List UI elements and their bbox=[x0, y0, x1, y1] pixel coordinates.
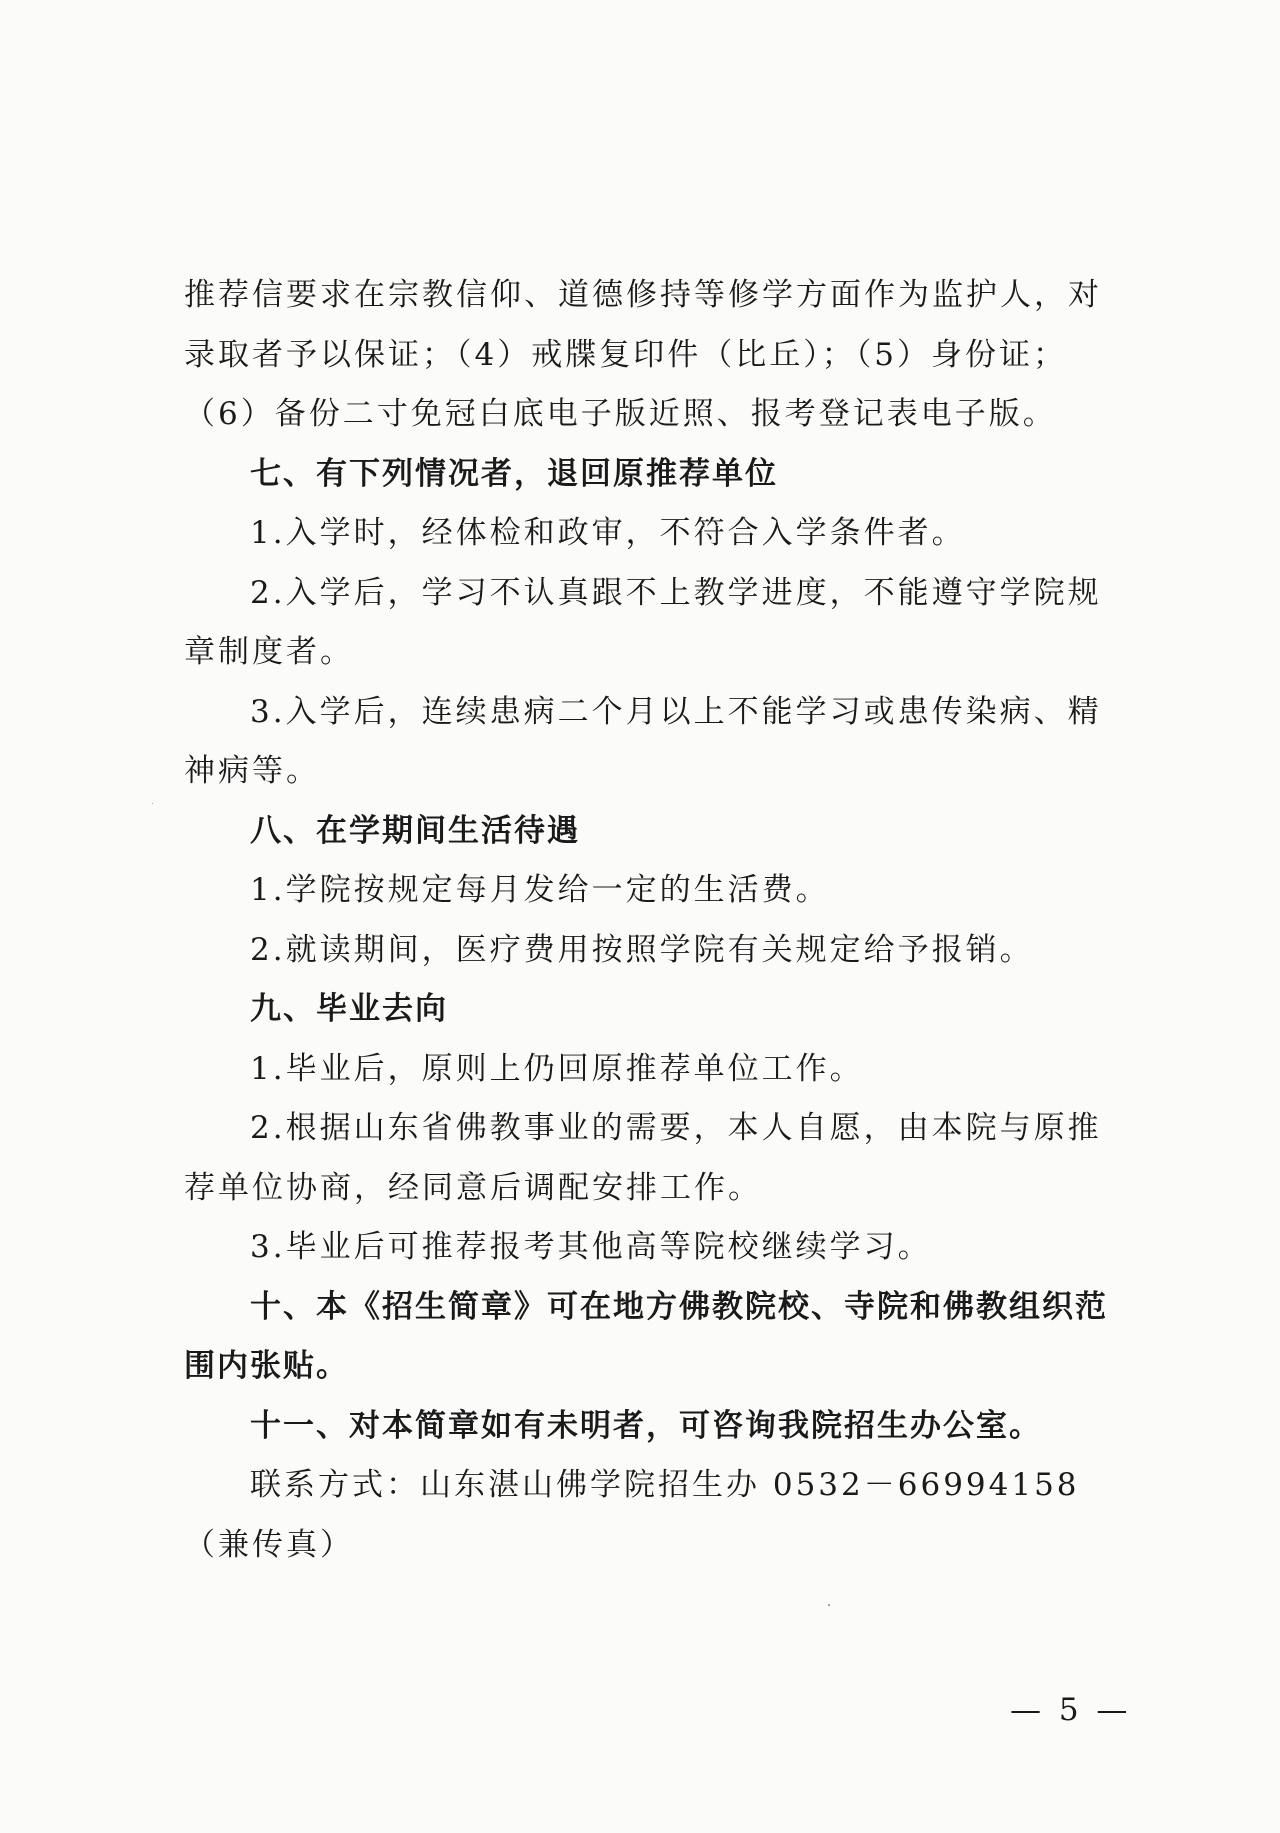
paragraph-continuation: 推荐信要求在宗教信仰、道德修持等修学方面作为监护人，对录取者予以保证；（4）戒牒复印件（比丘）；（5）身份证；（6）备份二寸免冠白底电子版近照、报考登记表电子版。 bbox=[184, 277, 1102, 432]
section-heading-8: 八、在学期间生活待遇 bbox=[250, 812, 580, 849]
section-heading-9: 九、毕业去向 bbox=[250, 991, 448, 1027]
list-item-7-1: 1.入学时，经体检和政审，不符合入学条件者。 bbox=[250, 515, 966, 551]
list-item-9-2: 2.根据山东省佛教事业的需要，本人自愿，由本院与原推荐单位协商，经同意后调配安排工作。 bbox=[184, 1110, 1102, 1206]
list-item-7-3: 3.入学后，连续患病二个月以上不能学习或患传染病、精神病等。 bbox=[184, 693, 1102, 789]
list-item-8-2: 2.就读期间，医疗费用按照学院有关规定给予报销。 bbox=[250, 931, 1034, 968]
document-body bbox=[184, 266, 1109, 1575]
section-heading-11: 十一、对本简章如有未明者，可咨询我院招生办公室。 bbox=[250, 1407, 1042, 1444]
list-item-7-2: 2.入学后，学习不认真跟不上教学进度，不能遵守学院规章制度者。 bbox=[184, 574, 1102, 670]
list-item-9-3: 3.毕业后可推荐报考其他高等院校继续学习。 bbox=[250, 1229, 932, 1265]
list-item-8-1: 1.学院按规定每月发给一定的生活费。 bbox=[250, 872, 830, 908]
list-item-9-1: 1.毕业后，原则上仍回原推荐单位工作。 bbox=[250, 1050, 864, 1087]
page-number: — 5 — bbox=[1010, 1692, 1132, 1728]
section-heading-10: 十、本《招生简章》可在地方佛教院校、寺院和佛教组织范围内张贴。 bbox=[184, 1288, 1108, 1384]
section-heading-7: 七、有下列情况者，退回原推荐单位 bbox=[250, 455, 778, 492]
scan-speck bbox=[152, 803, 153, 804]
contact-info: 联系方式：山东湛山佛学院招生办 0532－66994158（兼传真） bbox=[184, 1467, 1080, 1563]
scan-speck bbox=[828, 1604, 830, 1606]
